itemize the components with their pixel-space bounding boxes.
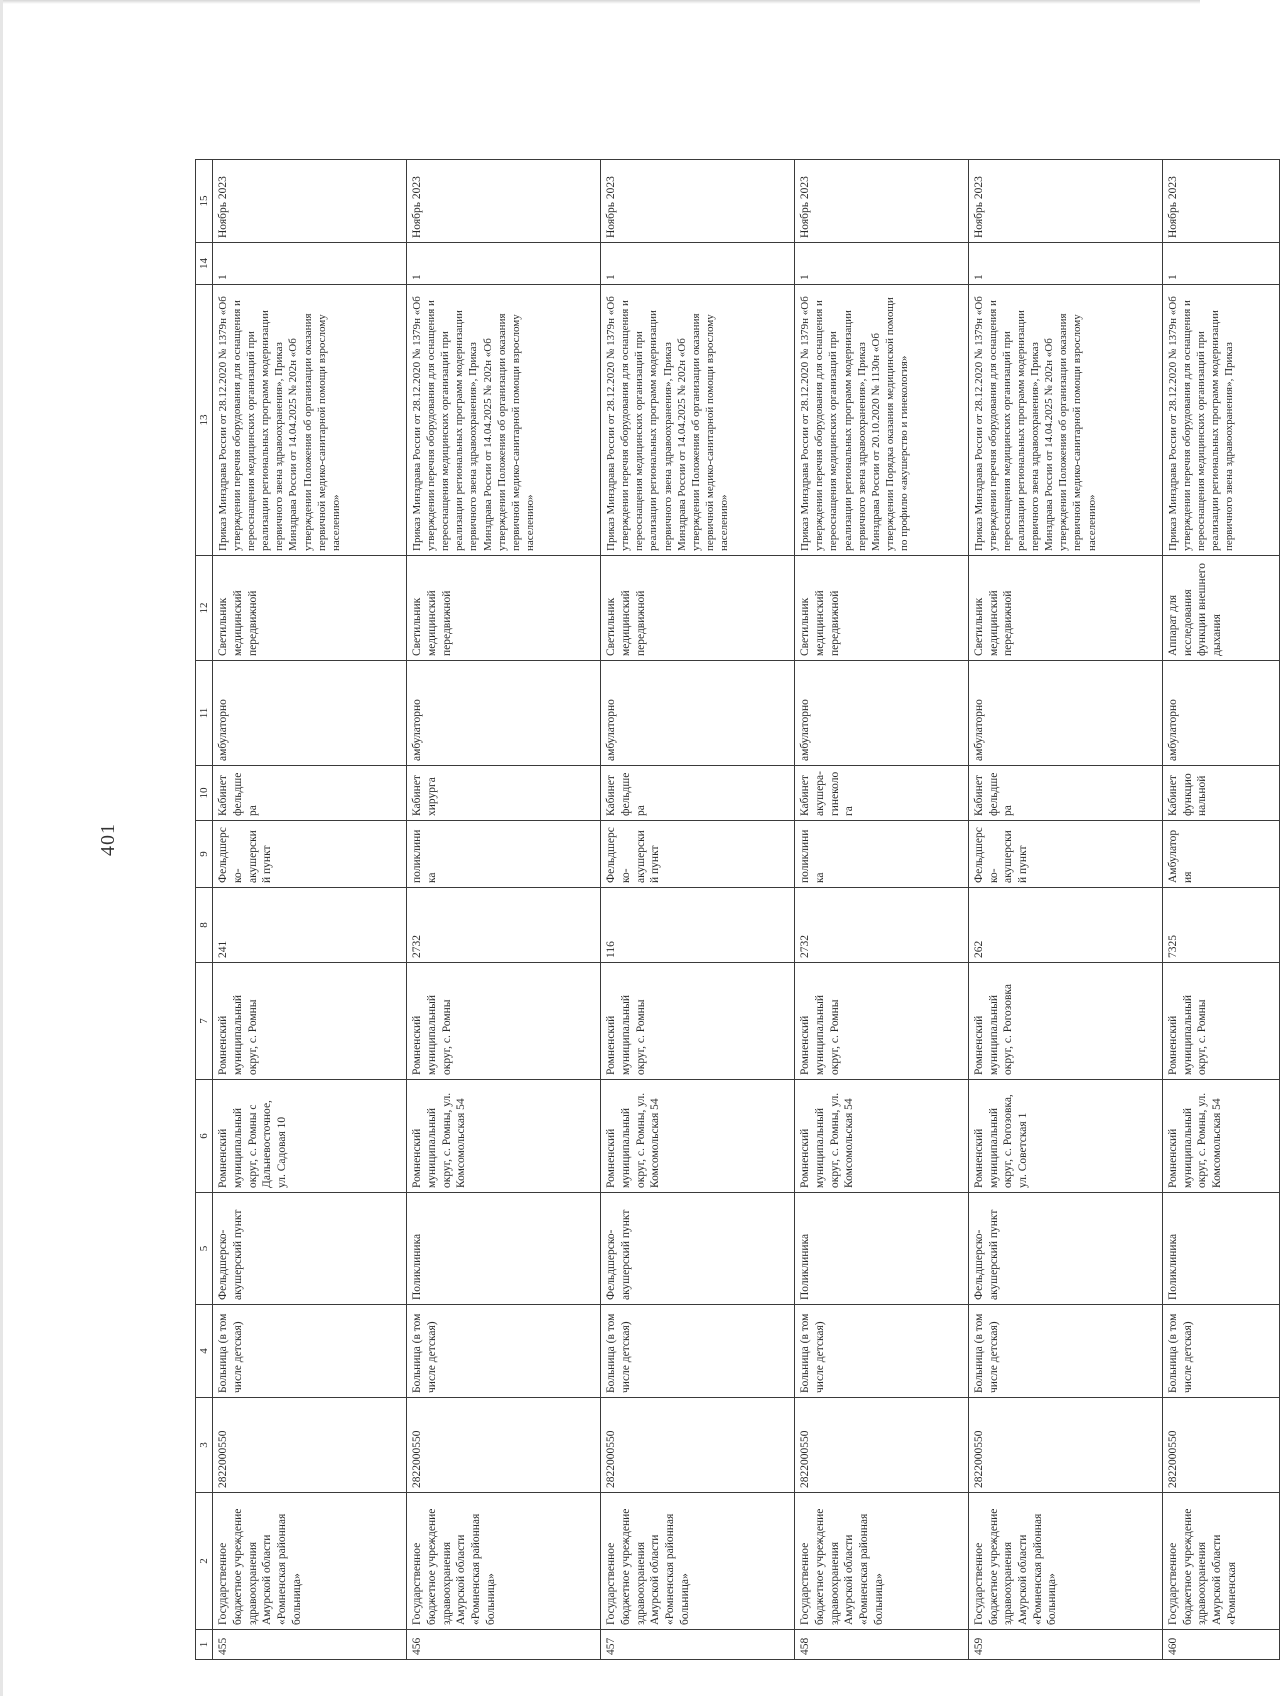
column-number-header: 7 bbox=[196, 963, 213, 1080]
organization-name-cell: Государственное бюджетное учреждение здравоохранения Амурской области «Ромненская районная больница» bbox=[968, 1493, 1162, 1630]
quantity-cell: 1 bbox=[213, 243, 407, 285]
scan-edge-left bbox=[0, 0, 3, 1696]
quantity-cell: 1 bbox=[968, 243, 1162, 285]
organization-type-cell: Больница (в том числе детская) bbox=[601, 1305, 795, 1398]
equipment-name-cell: Светильник медицинский передвижной bbox=[407, 556, 601, 661]
population-cell: 7325 bbox=[1162, 888, 1279, 963]
column-number-header: 9 bbox=[196, 821, 213, 888]
organization-type-cell: Больница (в том числе детская) bbox=[795, 1305, 969, 1398]
row-number-cell: 455 bbox=[213, 1630, 407, 1660]
address-cell: Ромненский муниципальный округ, с. Ромны с Дальневосточное, ул. Садовая 10 bbox=[213, 1080, 407, 1193]
locality-cell: Ромненский муниципальный округ, с. Рогозовка bbox=[968, 963, 1162, 1080]
organization-name-cell: Государственное бюджетное учреждение здравоохранения Амурской области «Ромненская районная больница» bbox=[213, 1493, 407, 1630]
table-row bbox=[968, 160, 1162, 1660]
facility-type-cell: поликлиника bbox=[407, 821, 601, 888]
facility-type-cell: Фельдшерско-акушерский пункт bbox=[601, 821, 795, 888]
table-row bbox=[1162, 160, 1279, 1660]
subdivision-type-cell: Фельдшерско-акушерский пункт bbox=[968, 1193, 1162, 1305]
column-number-header: 14 bbox=[196, 243, 213, 285]
address-cell: Ромненский муниципальный округ, с. Ромны, ул. Комсомольская 54 bbox=[407, 1080, 601, 1193]
scan-edge-top bbox=[0, 0, 1200, 4]
date-cell: Ноябрь 2023 bbox=[968, 160, 1162, 243]
address-cell: Ромненский муниципальный округ, с. Ромны, ул. Комсомольская 54 bbox=[1162, 1080, 1279, 1193]
population-cell: 2732 bbox=[407, 888, 601, 963]
row-number-cell: 459 bbox=[968, 1630, 1162, 1660]
rotated-table-container bbox=[195, 160, 1280, 1660]
subdivision-type-cell: Поликлиника bbox=[407, 1193, 601, 1305]
subdivision-type-cell: Фельдшерско-акушерский пункт bbox=[601, 1193, 795, 1305]
inn-cell: 2822000550 bbox=[407, 1398, 601, 1493]
inn-cell: 2822000550 bbox=[968, 1398, 1162, 1493]
row-number-cell: 456 bbox=[407, 1630, 601, 1660]
date-cell: Ноябрь 2023 bbox=[407, 160, 601, 243]
column-number-header: 6 bbox=[196, 1080, 213, 1193]
column-number-header: 13 bbox=[196, 285, 213, 556]
locality-cell: Ромненский муниципальный округ, с. Ромны bbox=[1162, 963, 1279, 1080]
care-conditions-cell: амбулаторно bbox=[213, 661, 407, 766]
population-cell: 116 bbox=[601, 888, 795, 963]
care-conditions-cell: амбулаторно bbox=[601, 661, 795, 766]
inn-cell: 2822000550 bbox=[1162, 1398, 1279, 1493]
cabinet-cell: Кабинет фельдшера bbox=[968, 766, 1162, 821]
subdivision-type-cell: Поликлиника bbox=[795, 1193, 969, 1305]
column-number-header: 1 bbox=[196, 1630, 213, 1660]
locality-cell: Ромненский муниципальный округ, с. Ромны bbox=[407, 963, 601, 1080]
equipment-registry-table bbox=[195, 159, 1280, 1660]
locality-cell: Ромненский муниципальный округ, с. Ромны bbox=[213, 963, 407, 1080]
organization-type-cell: Больница (в том числе детская) bbox=[1162, 1305, 1279, 1398]
quantity-cell: 1 bbox=[407, 243, 601, 285]
care-conditions-cell: амбулаторно bbox=[795, 661, 969, 766]
column-number-header: 11 bbox=[196, 661, 213, 766]
date-cell: Ноябрь 2023 bbox=[795, 160, 969, 243]
regulation-cell: Приказ Минздрава России от 28.12.2020 № 1379н «Об утверждении перечня оборудования для оснащения и переоснащения медицинских организаций при реализации региональных программ модернизации первичного звена здравоохранения», Приказ Минздрава России от 14.04.2025 № 202н «Об утверждении Положения об организации оказания первичной медико-санитарной помощи взрослому населению» bbox=[407, 285, 601, 556]
table-row bbox=[601, 160, 795, 1660]
inn-cell: 2822000550 bbox=[795, 1398, 969, 1493]
equipment-name-cell: Аппарат для исследования функции внешнего дыхания bbox=[1162, 556, 1279, 661]
regulation-cell: Приказ Минздрава России от 28.12.2020 № 1379н «Об утверждении перечня оборудования для оснащения и переоснащения медицинских организаций при реализации региональных программ модернизации первичного звена здравоохранения», Приказ Минздрава России от 20.10.2020 № 1130н «Об утверждении Порядка оказания медицинской помощи по профилю «акушерство и гинекология» bbox=[795, 285, 969, 556]
inn-cell: 2822000550 bbox=[601, 1398, 795, 1493]
care-conditions-cell: амбулаторно bbox=[1162, 661, 1279, 766]
cabinet-cell: Кабинет фельдшера bbox=[213, 766, 407, 821]
column-number-header: 15 bbox=[196, 160, 213, 243]
date-cell: Ноябрь 2023 bbox=[213, 160, 407, 243]
organization-name-cell: Государственное бюджетное учреждение здравоохранения Амурской области «Ромненская районная больница» bbox=[407, 1493, 601, 1630]
regulation-cell: Приказ Минздрава России от 28.12.2020 № 1379н «Об утверждении перечня оборудования для оснащения и переоснащения медицинских организаций при реализации региональных программ модернизации первичного звена здравоохранения», Приказ Минздрава России от 14.04.2025 № 202н «Об утверждении Положения об организации оказания первичной медико-санитарной помощи взрослому населению» bbox=[601, 285, 795, 556]
table-row bbox=[407, 160, 601, 1660]
organization-type-cell: Больница (в том числе детская) bbox=[213, 1305, 407, 1398]
organization-type-cell: Больница (в том числе детская) bbox=[407, 1305, 601, 1398]
facility-type-cell: Фельдшерско-акушерский пункт bbox=[213, 821, 407, 888]
address-cell: Ромненский муниципальный округ, с. Рогозовка, ул. Советская 1 bbox=[968, 1080, 1162, 1193]
population-cell: 2732 bbox=[795, 888, 969, 963]
row-number-cell: 460 bbox=[1162, 1630, 1279, 1660]
date-cell: Ноябрь 2023 bbox=[601, 160, 795, 243]
cabinet-cell: Кабинет функциональной bbox=[1162, 766, 1279, 821]
facility-type-cell: Амбулатория bbox=[1162, 821, 1279, 888]
table-header-row bbox=[196, 160, 213, 1660]
equipment-name-cell: Светильник медицинский передвижной bbox=[968, 556, 1162, 661]
cabinet-cell: Кабинет фельдшера bbox=[601, 766, 795, 821]
equipment-name-cell: Светильник медицинский передвижной bbox=[213, 556, 407, 661]
column-number-header: 8 bbox=[196, 888, 213, 963]
organization-name-cell: Государственное бюджетное учреждение здравоохранения Амурской области «Ромненская районная больница» bbox=[601, 1493, 795, 1630]
equipment-name-cell: Светильник медицинский передвижной bbox=[795, 556, 969, 661]
population-cell: 262 bbox=[968, 888, 1162, 963]
column-number-header: 10 bbox=[196, 766, 213, 821]
organization-type-cell: Больница (в том числе детская) bbox=[968, 1305, 1162, 1398]
address-cell: Ромненский муниципальный округ, с. Ромны, ул. Комсомольская 54 bbox=[795, 1080, 969, 1193]
regulation-cell: Приказ Минздрава России от 28.12.2020 № 1379н «Об утверждении перечня оборудования для оснащения и переоснащения медицинских организаций при реализации региональных программ модернизации первичного звена здравоохранения», Приказ Минздрава России от 14.04.2025 № 202н «Об утверждении Положения об организации оказания первичной медико-санитарной помощи взрослому населению» bbox=[968, 285, 1162, 556]
address-cell: Ромненский муниципальный округ, с. Ромны, ул. Комсомольская 54 bbox=[601, 1080, 795, 1193]
table-row bbox=[213, 160, 407, 1660]
column-number-header: 4 bbox=[196, 1305, 213, 1398]
quantity-cell: 1 bbox=[795, 243, 969, 285]
date-cell: Ноябрь 2023 bbox=[1162, 160, 1279, 243]
equipment-name-cell: Светильник медицинский передвижной bbox=[601, 556, 795, 661]
subdivision-type-cell: Поликлиника bbox=[1162, 1193, 1279, 1305]
organization-name-cell: Государственное бюджетное учреждение здравоохранения Амурской области «Ромненская районная больница» bbox=[795, 1493, 969, 1630]
page-number: 401 bbox=[97, 823, 119, 856]
row-number-cell: 458 bbox=[795, 1630, 969, 1660]
population-cell: 241 bbox=[213, 888, 407, 963]
care-conditions-cell: амбулаторно bbox=[968, 661, 1162, 766]
facility-type-cell: поликлиника bbox=[795, 821, 969, 888]
organization-name-cell: Государственное бюджетное учреждение здравоохранения Амурской области «Ромненская bbox=[1162, 1493, 1279, 1630]
column-number-header: 12 bbox=[196, 556, 213, 661]
quantity-cell: 1 bbox=[1162, 243, 1279, 285]
inn-cell: 2822000550 bbox=[213, 1398, 407, 1493]
column-number-header: 2 bbox=[196, 1493, 213, 1630]
column-number-header: 3 bbox=[196, 1398, 213, 1493]
subdivision-type-cell: Фельдшерско-акушерский пункт bbox=[213, 1193, 407, 1305]
column-number-header: 5 bbox=[196, 1193, 213, 1305]
regulation-cell: Приказ Минздрава России от 28.12.2020 № 1379н «Об утверждении перечня оборудования для оснащения и переоснащения медицинских организаций при реализации региональных программ модернизации первичного звена здравоохранения», Приказ bbox=[1162, 285, 1279, 556]
table-row bbox=[795, 160, 969, 1660]
locality-cell: Ромненский муниципальный округ, с. Ромны bbox=[795, 963, 969, 1080]
cabinet-cell: Кабинет акушера-гинеколога bbox=[795, 766, 969, 821]
row-number-cell: 457 bbox=[601, 1630, 795, 1660]
facility-type-cell: Фельдшерско-акушерский пункт bbox=[968, 821, 1162, 888]
regulation-cell: Приказ Минздрава России от 28.12.2020 № 1379н «Об утверждении перечня оборудования для оснащения и переоснащения медицинских организаций при реализации региональных программ модернизации первичного звена здравоохранения», Приказ Минздрава России от 14.04.2025 № 202н «Об утверждении Положения об организации оказания первичной медико-санитарной помощи взрослому населению» bbox=[213, 285, 407, 556]
care-conditions-cell: амбулаторно bbox=[407, 661, 601, 766]
locality-cell: Ромненский муниципальный округ, с. Ромны bbox=[601, 963, 795, 1080]
quantity-cell: 1 bbox=[601, 243, 795, 285]
cabinet-cell: Кабинет хирурга bbox=[407, 766, 601, 821]
